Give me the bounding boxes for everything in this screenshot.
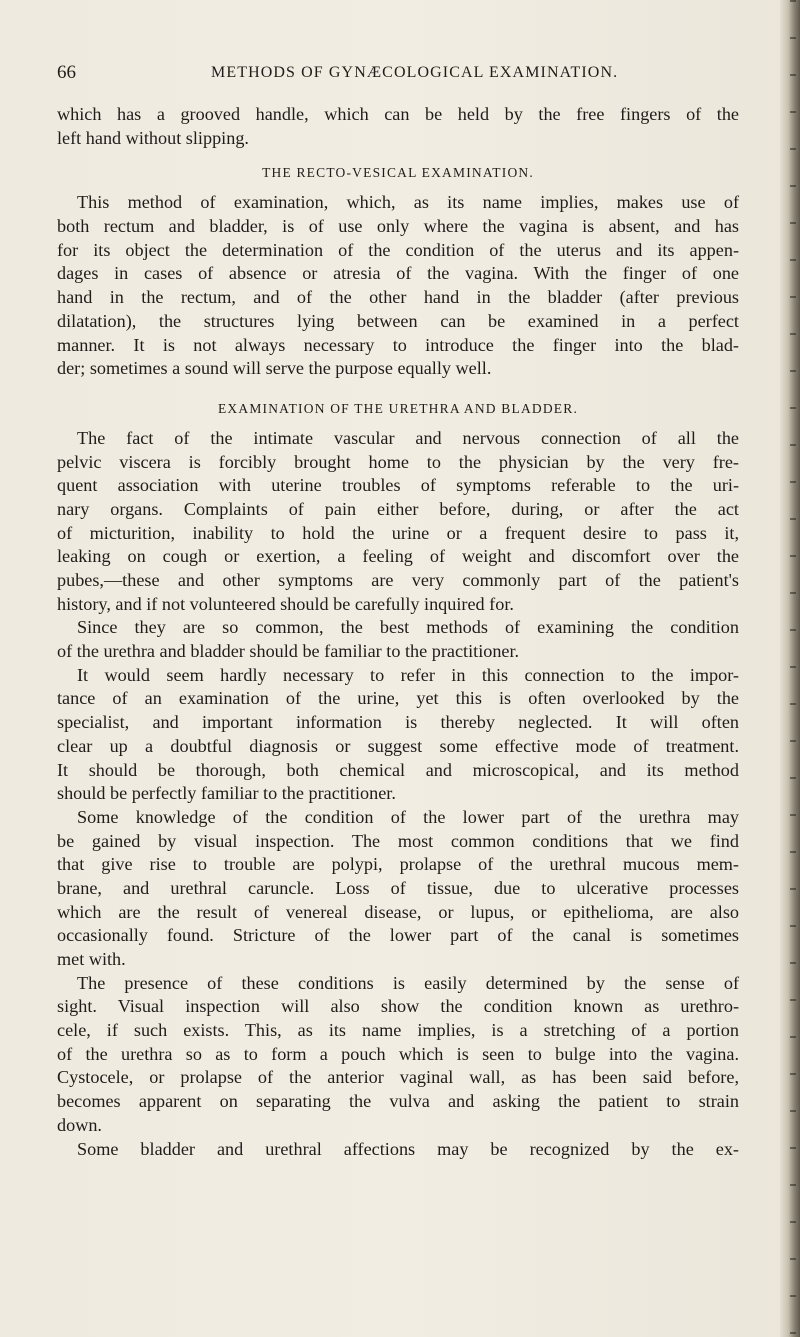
page-body (57, 103, 739, 1161)
text-line: left hand without slipping. (57, 127, 249, 148)
text-line: be gained by visual inspection. The most common conditions that we find (57, 830, 739, 851)
text-line: Some bladder and urethral affections may be recognized by the ex- (77, 1138, 739, 1159)
text-line: pelvic viscera is forcibly brought home to the physician by the very fre- (57, 451, 739, 472)
text-line: clear up a doubtful diagnosis or suggest some effective mode of treatment. (57, 735, 739, 756)
text-line: manner. It is not always necessary to introduce the finger into the blad- (57, 334, 739, 355)
text-line: brane, and urethral caruncle. Loss of tissue, due to ulcerative processes (57, 877, 739, 898)
text-line: sight. Visual inspection will also show the condition known as urethro- (57, 996, 739, 1017)
text-line: dilatation), the structures lying between can be examined in a perfect (57, 310, 739, 331)
text-line: cele, if such exists. This, as its name implies, is a stretching of a portion (57, 1020, 739, 1041)
section-heading-recto-vesical: THE RECTO-VESICAL EXAMINATION. (262, 165, 534, 181)
text-line: Cystocele, or prolapse of the anterior vaginal wall, as has been said before, (57, 1067, 739, 1088)
text-line: should be perfectly familiar to the practitioner. (57, 783, 396, 804)
text-line: of the urethra so as to form a pouch which is seen to bulge into the vagina. (57, 1043, 739, 1064)
page-edge-marks (790, 0, 796, 1337)
text-line: It should be thorough, both chemical and microscopical, and its method (57, 759, 739, 780)
text-line: pubes,—these and other symptoms are very commonly part of the patient's (57, 570, 739, 590)
text-line: Since they are so common, the best methods of examining the condition (77, 617, 739, 638)
text-line: The presence of these conditions is easily determined by the sense of (77, 972, 739, 993)
text-line: both rectum and bladder, is of use only where the vagina is absent, and has (57, 216, 739, 237)
text-line: of the urethra and bladder should be familiar to the practitioner. (57, 641, 520, 662)
text-line: Some knowledge of the condition of the lower part of the urethra may (77, 806, 739, 827)
text-line: hand in the rectum, and of the other hand in the bladder (after previous (57, 287, 739, 308)
section-heading-urethra-bladder: EXAMINATION OF THE URETHRA AND BLADDER. (217, 400, 579, 416)
text-line: leaking on cough or exertion, a feeling of weight and discomfort over the (57, 546, 739, 567)
text-line: becomes apparent on separating the vulva and asking the patient to strain (57, 1091, 739, 1112)
page-header (57, 62, 739, 86)
text-line: which are the result of venereal disease, or lupus, or epithelioma, are also (57, 901, 739, 922)
text-line: tance of an examination of the urine, yet this is often overlooked by the (57, 688, 739, 709)
text-line: that give rise to trouble are polypi, prolapse of the urethral mucous mem- (57, 854, 739, 875)
text-line: specialist, and important information is thereby neglected. It will often (57, 712, 739, 733)
text-line: of micturition, inability to hold the urine or a frequent desire to pass it, (57, 522, 739, 543)
text-line: The fact of the intimate vascular and nervous connection of all the (77, 427, 739, 448)
text-line: der; sometimes a sound will serve the purpose equally well. (57, 358, 492, 379)
text-line: quent association with uterine troubles of symptoms referable to the uri- (57, 475, 739, 496)
text-line: It would seem hardly necessary to refer in this connection to the impor- (77, 664, 739, 685)
text-line: nary organs. Complaints of pain either before, during, or after the act (57, 498, 739, 519)
text-line: met with. (57, 949, 126, 969)
text-line: history, and if not volunteered should be carefully inquired for. (57, 593, 514, 614)
text-line: This method of examination, which, as its name implies, makes use of (77, 192, 739, 213)
text-line: which has a grooved handle, which can be held by the free fingers of the (57, 104, 739, 124)
text-line: dages in cases of absence or atresia of the vagina. With the finger of one (57, 263, 739, 284)
text-line: down. (57, 1114, 102, 1135)
text-line: for its object the determination of the condition of the uterus and its appen- (57, 239, 739, 260)
running-head: METHODS OF GYNÆCOLOGICAL EXAMINATION. (211, 64, 619, 81)
page-number: 66 (57, 62, 76, 83)
text-line: occasionally found. Stricture of the lower part of the canal is sometimes (57, 925, 739, 946)
